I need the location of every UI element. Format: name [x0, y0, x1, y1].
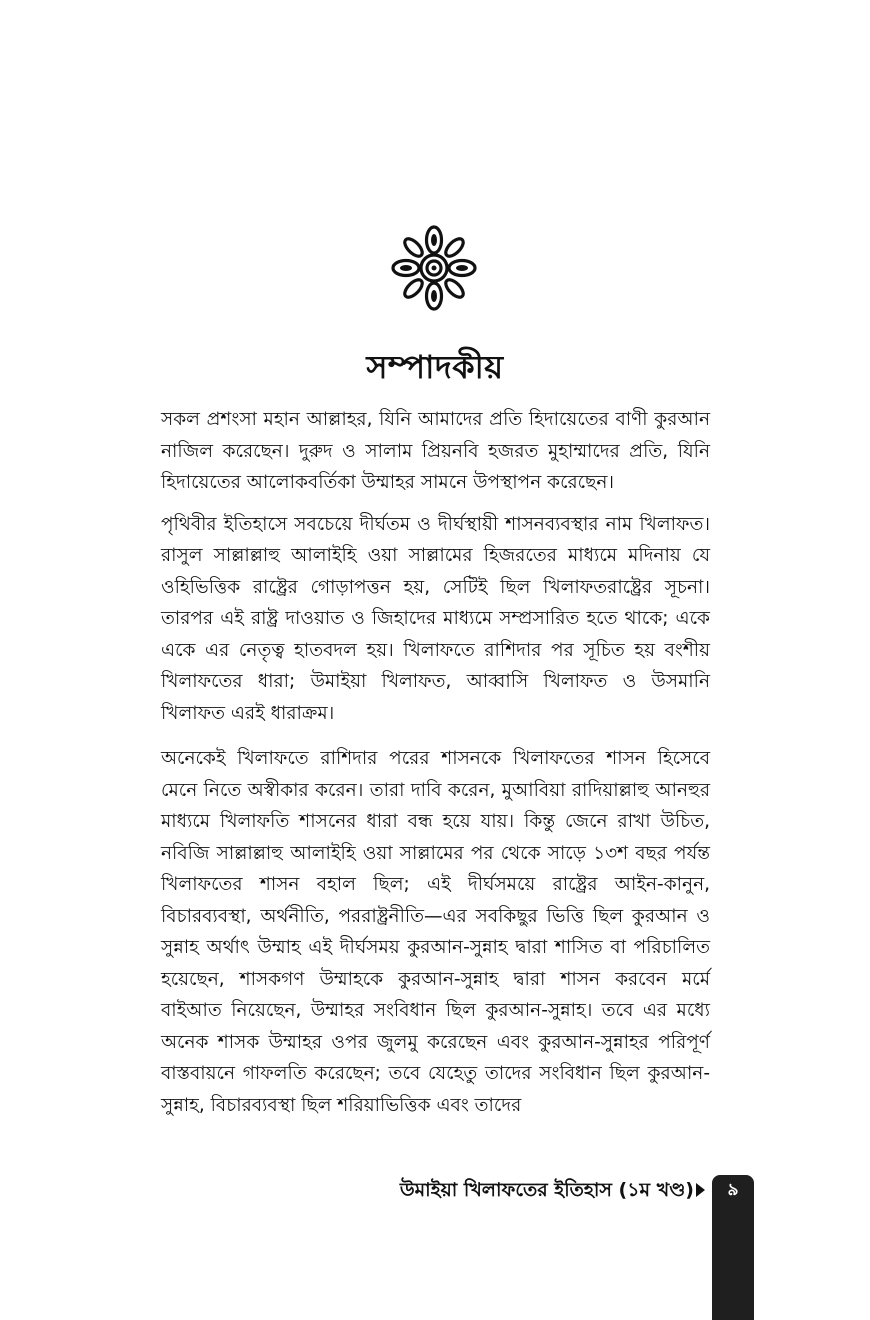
paragraph-2: পৃথিবীর ইতিহাসে সবচেয়ে দীর্ঘতম ও দীর্ঘস্থায়ী শাসনব্যবস্থার নাম খিলাফত। রাসুল সাল্লাল্লাহু আলাইহি ওয়া সাল্লামের হিজরতের মাধ্যমে মদিনায় যে ওহিভিত্তিক রাষ্ট্রের গোড়াপত্তন হয়, সেটিই ছিল খিলাফতরাষ্ট্রের সূচনা। তারপর এই রাষ্ট্র দাওয়াত ও জিহাদের মাধ্যমে সম্প্রসারিত হতে থাকে; একে একে এর নেতৃত্ব হাতবদল হয়। খিলাফতে রাশিদার পর সূচিত হয় বংশীয় খিলাফতের ধারা; উমাইয়া খিলাফত, আব্বাসি খিলাফত ও উসমানি খিলাফত এরই ধারাক্রম।: [161, 513, 710, 724]
paragraph-3: অনেকেই খিলাফতে রাশিদার পরের শাসনকে খিলাফতের শাসন হিসেবে মেনে নিতে অস্বীকার করেন। তারা দাবি করেন, মুআবিয়া রাদিয়াল্লাহু আনহুর মাধ্যমে খিলাফতি শাসনের ধারা বন্ধ হয়ে যায়। কিন্তু জেনে রাখা উচিত, নবিজি সাল্লাল্লাহু আলাইহি ওয়া সাল্লামের পর থেকে সাড়ে ১৩শ বছর পর্যন্ত খিলাফতের শাসন বহাল ছিল; এই দীর্ঘসময়ে রাষ্ট্রের আইন-কানুন, বিচারব্যবস্থা, অর্থনীতি, পররাষ্ট্রনীতি—এর সবকিছুর ভিত্তি ছিল কুরআন ও সুন্নাহ অর্থাৎ উম্মাহ এই দীর্ঘসময় কুরআন-সুন্নাহ দ্বারা শাসিত বা পরিচালিত হয়েছেন, শাসকগণ উম্মাহকে কুরআন-সুন্নাহ দ্বারা শাসন করবেন মর্মে বাইআত নিয়েছেন, উম্মাহর সংবিধান ছিল কুরআন-সুন্নাহ। তবে এর মধ্যে অনেক শাসক উম্মাহর ওপর জুলমু করেছেন এবং কুরআন-সুন্নাহর পরিপূর্ণ বাস্তবায়নে গাফলতি করেছেন; তবে যেহেতু তাদের সংবিধান ছিল কুরআন-সুন্নাহ, বিচারব্যবস্থা ছিল শরিয়াভিত্তিক এবং তাদের: [161, 748, 710, 1116]
running-footer-title: উমাইয়া খিলাফতের ইতিহাস (১ম খণ্ড): [399, 1179, 694, 1201]
paragraph-1: সকল প্রশংসা মহান আল্লাহর, যিনি আমাদের প্রতি হিদায়েতের বাণী কুরআন নাজিল করেছেন। দুরুদ ও সালাম প্রিয়নবি হজরত মুহাম্মাদের প্রতি, যিনি হিদায়েতের আলোকবর্তিকা উম্মাহর সামনে উপস্থাপন করেছেন।: [161, 409, 710, 493]
page-number-tab: [712, 1175, 754, 1320]
body-text: [161, 404, 710, 1121]
page-number: ৯: [727, 1180, 739, 1200]
floral-ornament-icon: [391, 225, 477, 311]
right-triangle-icon: [696, 1183, 705, 1197]
page-title: সম্পাদকীয়: [366, 348, 504, 386]
